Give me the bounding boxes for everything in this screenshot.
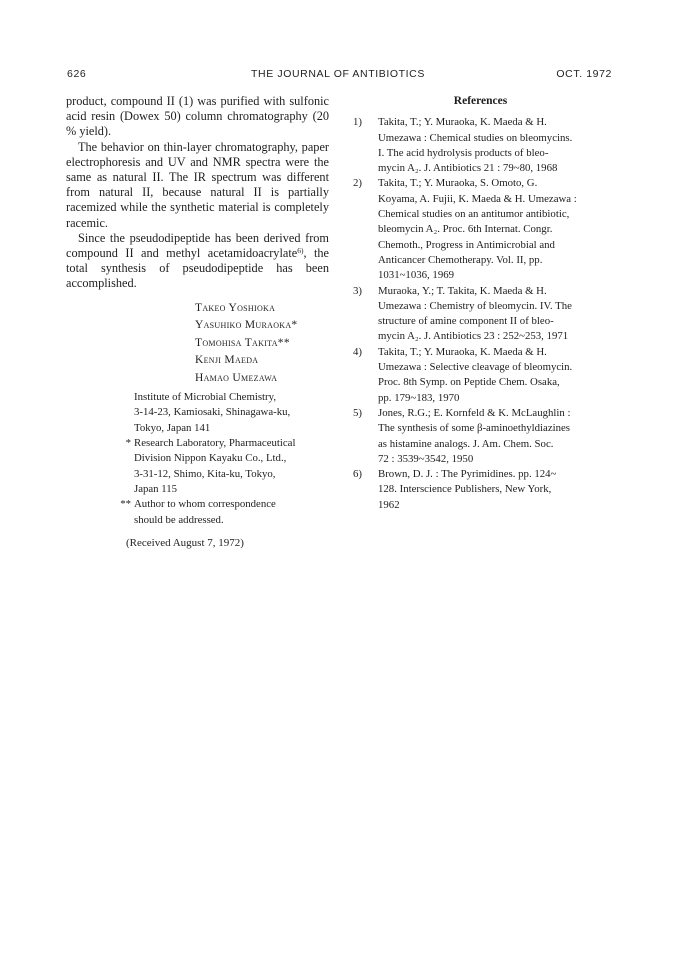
reference-number: 4) — [353, 345, 362, 358]
affiliation-line: Research Laboratory, Pharmaceutical — [134, 437, 296, 450]
reference-item — [353, 345, 608, 406]
reference-line: 128. Interscience Publishers, New York, — [378, 483, 552, 496]
reference-line: structure of amine component II of bleo- — [378, 315, 554, 328]
author-name: Takeo Yoshioka — [195, 301, 276, 314]
reference-number: 3) — [353, 284, 362, 297]
reference-line: Umezawa : Selective cleavage of bleomycin. — [378, 361, 573, 374]
reference-number: 5) — [353, 406, 362, 419]
affiliation — [114, 390, 329, 436]
paragraph-text: , the total synthesis of pseudodipeptide has been accomplished. — [66, 246, 330, 291]
references-section — [353, 94, 608, 513]
reference-line: Chemical studies on an antitumor antibiotic, — [378, 208, 570, 221]
affiliation-line: should be addressed. — [134, 513, 224, 526]
reference-number: 6) — [353, 468, 362, 481]
affiliation-line: Division Nippon Kayaku Co., Ltd., — [134, 452, 287, 465]
reference-item — [353, 467, 608, 513]
page-number: 626 — [67, 68, 87, 80]
reference-line: The synthesis of some β-aminoethyldiazines — [378, 422, 570, 435]
affiliation-line: Author to whom correspondence — [134, 498, 276, 511]
affiliation-line: Tokyo, Japan 141 — [134, 421, 211, 434]
body-paragraph-3 — [66, 231, 329, 292]
author-name: Tomohisa Takita** — [195, 336, 290, 349]
affiliation-line: 3-31-12, Shimo, Kita-ku, Tokyo, — [134, 467, 276, 480]
reference-line: Takita, T.; Y. Muraoka, K. Maeda & H. — [378, 345, 547, 358]
received-date: (Received August 7, 1972) — [126, 536, 244, 549]
reference-item — [353, 176, 608, 283]
reference-line: pp. 179~183, 1970 — [378, 391, 460, 404]
issue-date: OCT. 1972 — [556, 68, 612, 80]
body-paragraph-1: product, compound II (1) was purified with sulfonic acid resin (Dowex 50) column chromatography (20 % yield). — [66, 94, 329, 139]
affiliation-list — [114, 390, 329, 528]
reference-line: mycin A₂. J. Antibiotics 21 : 79~80, 1968 — [378, 162, 558, 175]
reference-item — [353, 115, 608, 176]
affiliation-mark: * — [125, 437, 131, 450]
reference-line: as histamine analogs. J. Am. Chem. Soc. — [378, 437, 554, 450]
paragraph-text: Since the pseudodipeptide has been derived from compound II and methyl acetamidoacrylate — [66, 230, 329, 261]
author-name: Hamao Umezawa — [195, 371, 278, 384]
affiliation — [114, 497, 329, 528]
reference-line: 1962 — [378, 498, 400, 511]
reference-line: Umezawa : Chemistry of bleomycin. IV. The — [378, 299, 572, 312]
reference-number: 1) — [353, 116, 362, 129]
reference-line: bleomycin A₂. Proc. 6th Internat. Congr. — [378, 223, 553, 236]
journal-title: THE JOURNAL OF ANTIBIOTICS — [251, 68, 425, 80]
reference-item — [353, 406, 608, 467]
reference-line: Anticancer Chemotherapy. Vol. II, pp. — [378, 253, 543, 266]
citation-superscript: 6) — [297, 246, 304, 256]
reference-line: Chemoth., Progress in Antimicrobial and — [378, 238, 555, 251]
reference-line: 1031~1036, 1969 — [378, 269, 455, 282]
author-name: Kenji Maeda — [195, 354, 259, 367]
reference-line: Jones, R.G.; E. Kornfeld & K. McLaughlin : — [378, 406, 571, 419]
affiliation-mark: ** — [120, 498, 131, 511]
body-paragraph-2: The behavior on thin-layer chromatography, paper electrophoresis and UV and NMR spectra were the same as natural II. The IR spectrum was different from natural II, because natural II is partially racemized while the synthetic material is completely racemic. — [66, 139, 329, 230]
reference-number: 2) — [353, 177, 362, 190]
references-heading: References — [453, 95, 508, 107]
reference-line: Takita, T.; Y. Muraoka, S. Omoto, G. — [378, 177, 538, 190]
affiliation-line: Japan 115 — [134, 482, 178, 495]
left-column — [66, 94, 329, 551]
reference-line: 72 : 3539~3542, 1950 — [378, 452, 474, 465]
reference-line: mycin A₂. J. Antibiotics 23 : 252~253, 1971 — [378, 330, 569, 343]
reference-line: Umezawa : Chemical studies on bleomycins. — [378, 131, 573, 144]
reference-line: Muraoka, Y.; T. Takita, K. Maeda & H. — [378, 284, 547, 297]
affiliation-line: 3-14-23, Kamiosaki, Shinagawa-ku, — [134, 406, 291, 419]
author-list — [195, 300, 329, 388]
reference-line: I. The acid hydrolysis products of bleo- — [378, 146, 549, 159]
author-name: Yasuhiko Muraoka* — [195, 319, 298, 332]
reference-item — [353, 284, 608, 345]
reference-line: Koyama, A. Fujii, K. Maeda & H. Umezawa : — [378, 192, 577, 205]
reference-line: Takita, T.; Y. Muraoka, K. Maeda & H. — [378, 116, 547, 129]
affiliation-line: Institute of Microbial Chemistry, — [134, 391, 277, 404]
reference-line: Brown, D. J. : The Pyrimidines. pp. 124~ — [378, 468, 557, 481]
reference-line: Proc. 8th Symp. on Peptide Chem. Osaka, — [378, 376, 560, 389]
affiliation — [114, 436, 329, 497]
